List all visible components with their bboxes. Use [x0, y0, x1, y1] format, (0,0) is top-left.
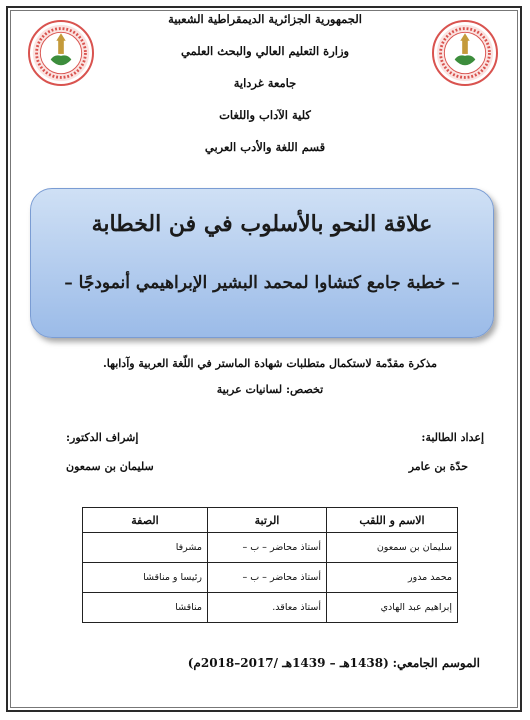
memo-specialty: تخصص: لسانيات عربية [216, 383, 324, 396]
ministry-name: وزارة التعليم العالي والبحث العلمي [180, 44, 350, 58]
table-cell: مشرفا [83, 533, 208, 563]
academic-season-value: (1438هـ – 1439هـ /2017–2018م) [187, 656, 389, 670]
memo-purpose: مذكرة مقدّمة لاستكمال متطلبات شهادة الماستر في اللّغة العربية وآدابها. [102, 357, 438, 370]
student-label: إعداد الطالبة: [421, 431, 484, 444]
table-cell: مناقشا [83, 593, 208, 623]
department-name: قسم اللغة والأدب العربي [204, 140, 326, 154]
table-row [83, 533, 458, 563]
academic-season-label: الموسم الجامعي: [392, 656, 480, 670]
thesis-title: علاقة النحو بالأسلوب في فن الخطابة [91, 211, 433, 237]
thesis-subtitle: – خطبة جامع كتشاوا لمحمد البشير الإبراهيمي أنمودجًا – [64, 273, 460, 293]
column-header-rank: الرتبة [208, 508, 327, 533]
table-cell: رئيسا و مناقشا [83, 563, 208, 593]
table-cell: أستاذ محاضر – ب – [208, 533, 327, 563]
table-cell: سليمان بن سمعون [327, 533, 458, 563]
table-row [83, 563, 458, 593]
thesis-title-box [30, 188, 494, 338]
column-header-role: الصفة [83, 508, 208, 533]
column-header-name: الاسم و اللقب [327, 508, 458, 533]
supervisor-label: إشراف الدكتور: [66, 431, 139, 444]
table-cell: إبراهيم عبد الهادي [327, 593, 458, 623]
supervisor-name: سليمان بن سمعون [66, 460, 154, 473]
jury-table [82, 507, 458, 623]
table-cell: أستاذ معاقد. [208, 593, 327, 623]
student-name: حدّة بن عامر [408, 460, 468, 473]
university-name: جامعة غرداية [233, 76, 297, 90]
table-header-row [83, 508, 458, 533]
university-emblem-icon [432, 20, 498, 86]
republic-name: الجمهورية الجزائرية الديمقراطية الشعبية [168, 12, 362, 26]
academic-season [150, 656, 480, 670]
faculty-name: كلية الآداب واللغات [219, 108, 311, 122]
table-cell: أستاذ محاضر – ب – [208, 563, 327, 593]
table-row [83, 593, 458, 623]
university-emblem-icon [28, 20, 94, 86]
table-cell: محمد مدور [327, 563, 458, 593]
